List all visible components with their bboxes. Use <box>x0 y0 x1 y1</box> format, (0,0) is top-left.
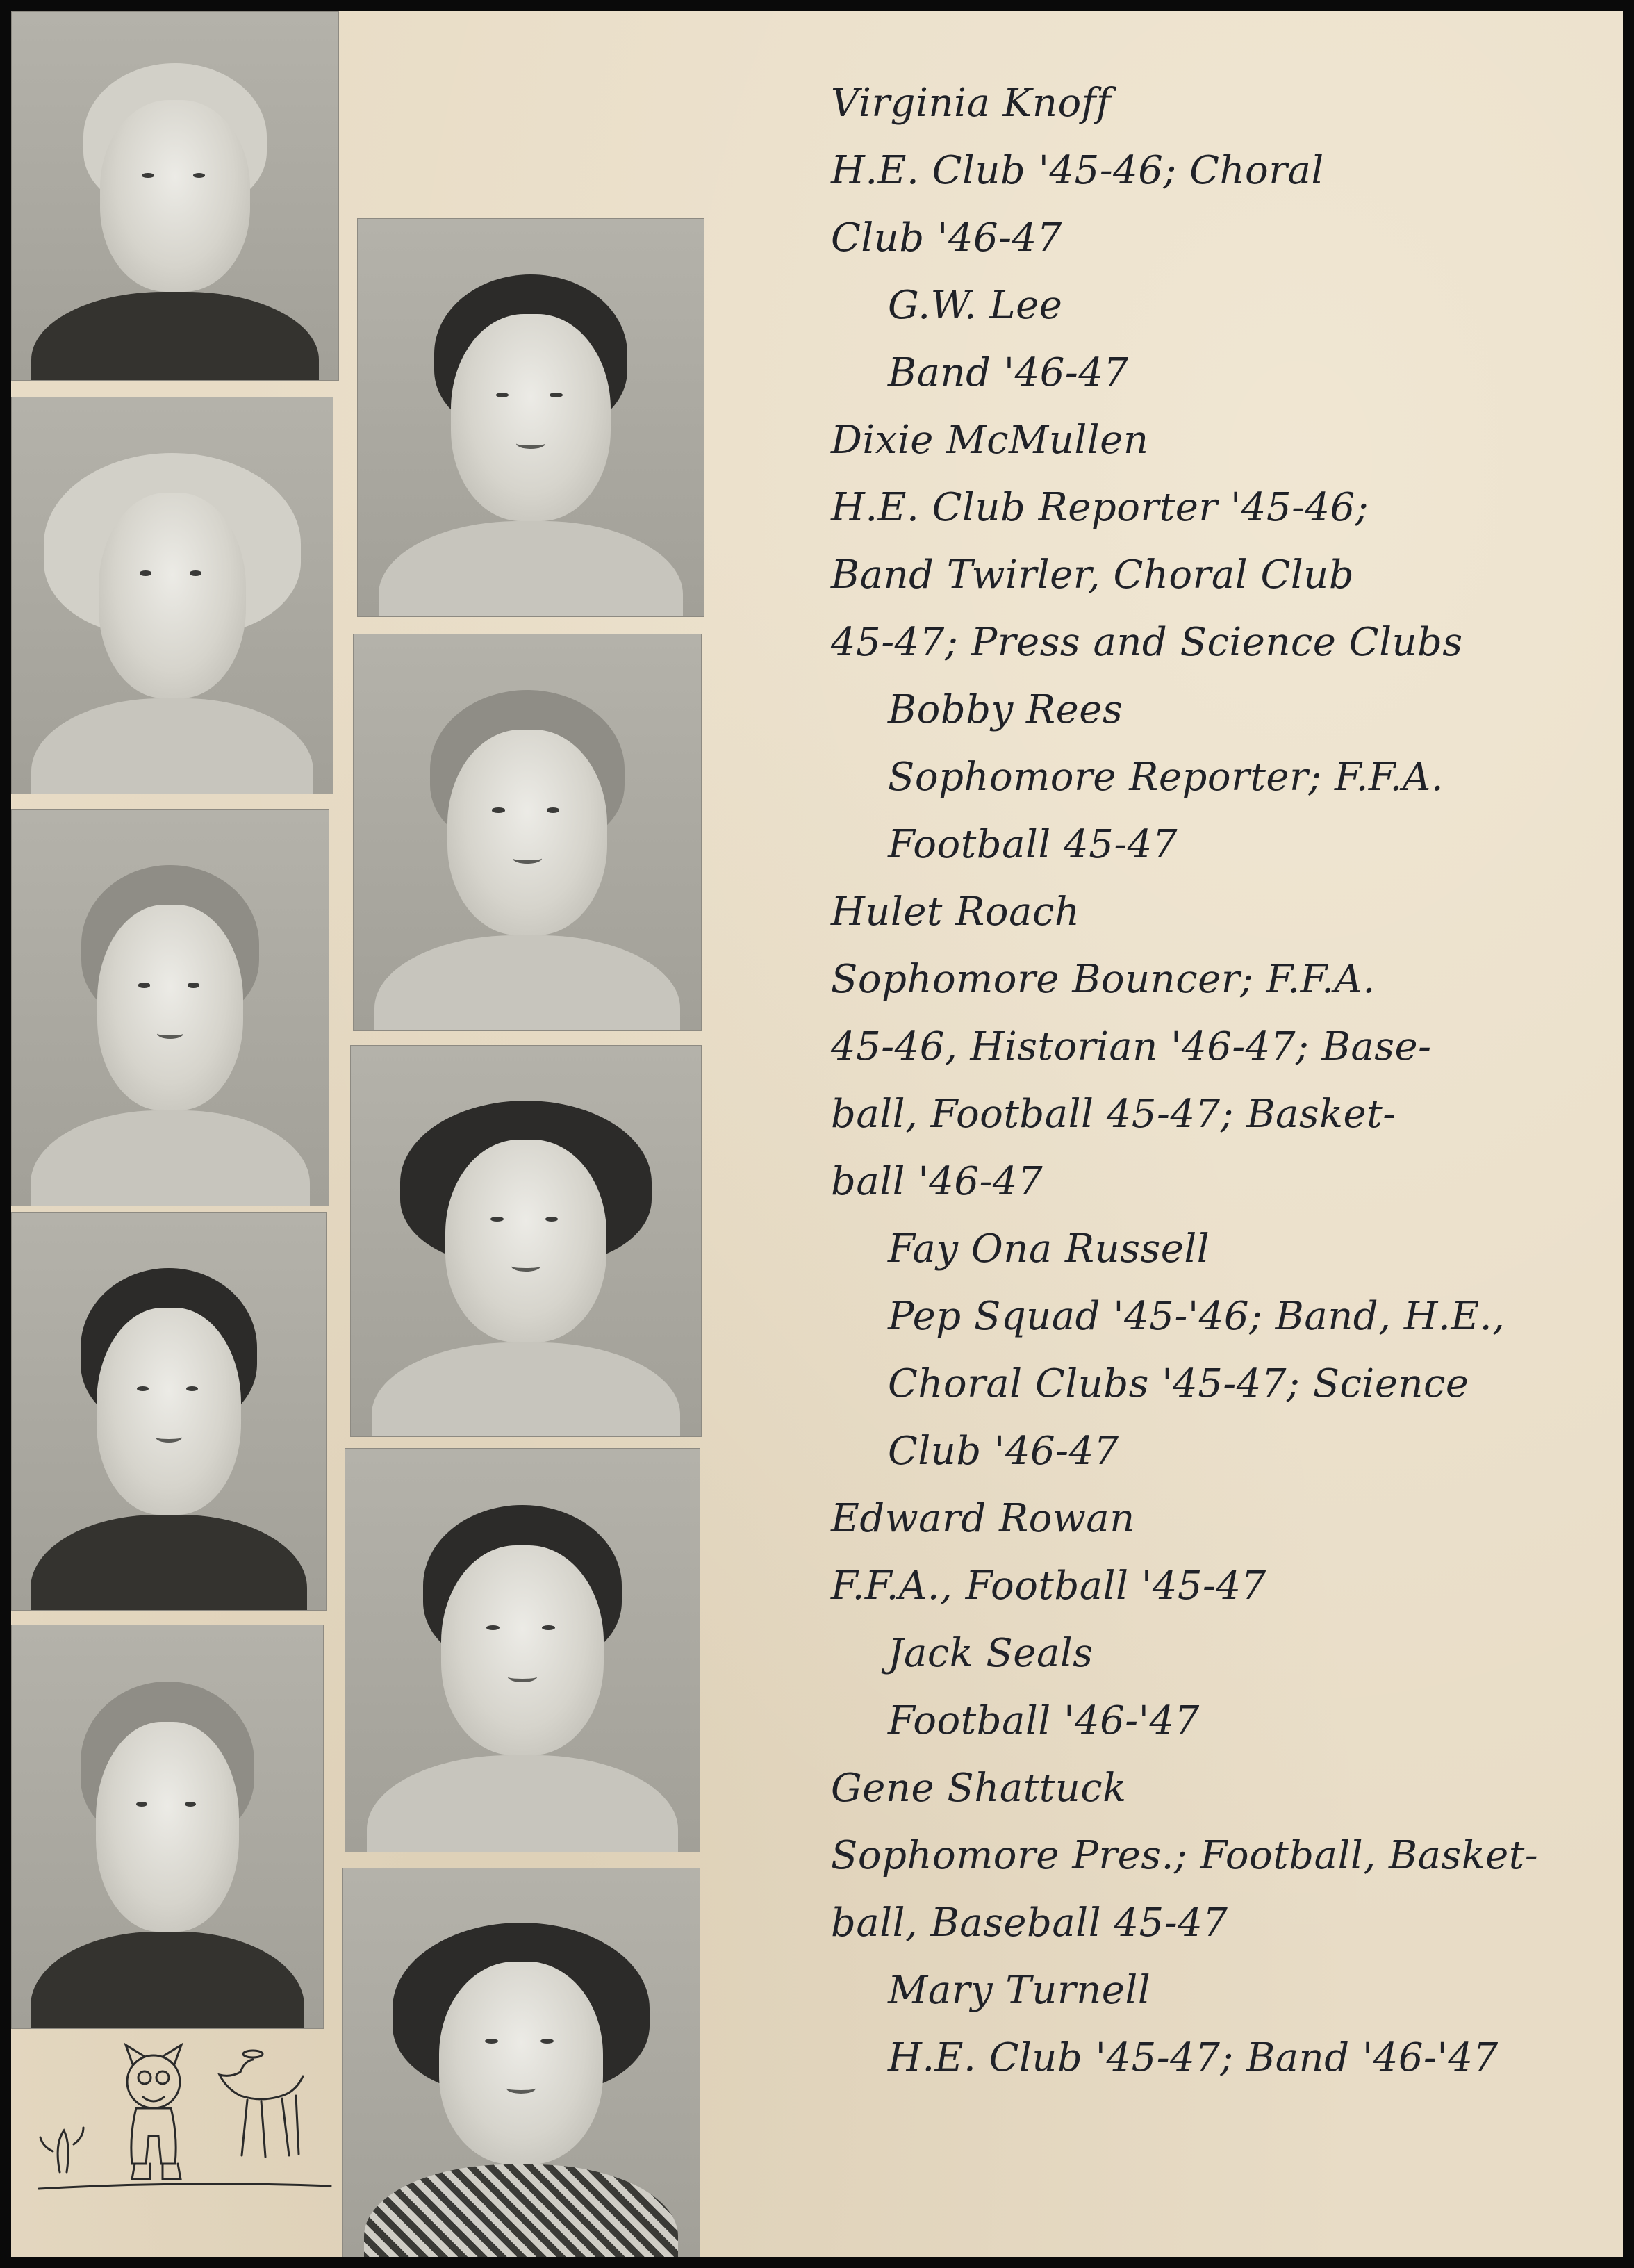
student-name: G.W. Lee <box>888 283 1063 328</box>
portrait-bobby-rees <box>353 634 702 1031</box>
portrait-jack-seals <box>345 1448 700 1852</box>
student-activities: Club '46-47 <box>888 1429 1119 1474</box>
student-activities: Pep Squad '45-'46; Band, H.E., <box>888 1294 1505 1339</box>
student-activities: 45-46, Historian '46-47; Base- <box>831 1024 1432 1069</box>
yearbook-page <box>11 11 1623 2257</box>
student-name: Gene Shattuck <box>831 1766 1127 1811</box>
student-activities: ball '46-47 <box>831 1159 1043 1204</box>
student-activities: Band Twirler, Choral Club <box>831 552 1355 598</box>
portrait-virginia-knoff <box>11 11 339 381</box>
student-activities: H.E. Club Reporter '45-46; <box>831 485 1369 530</box>
student-activities: Sophomore Bouncer; F.F.A. <box>831 957 1376 1002</box>
cartoon-doodle-illustration <box>32 2033 338 2214</box>
portrait-fay-ona-russell <box>350 1045 702 1437</box>
student-captions <box>831 69 1595 2092</box>
student-name: Bobby Rees <box>888 687 1123 732</box>
student-name: Hulet Roach <box>831 889 1080 935</box>
student-activities: Choral Clubs '45-47; Science <box>888 1361 1469 1406</box>
student-activities: ball, Baseball 45-47 <box>831 1900 1228 1946</box>
student-name: Edward Rowan <box>831 1496 1135 1541</box>
student-name: Mary Turnell <box>888 1968 1151 2013</box>
student-activities: Band '46-47 <box>888 350 1129 395</box>
student-name: Fay Ona Russell <box>888 1226 1210 1272</box>
student-activities: Sophomore Pres.; Football, Basket- <box>831 1833 1539 1878</box>
student-activities: Football 45-47 <box>888 822 1178 867</box>
student-activities: Sophomore Reporter; F.F.A. <box>888 755 1444 800</box>
portrait-mary-turnell <box>342 1868 700 2257</box>
student-name: Dixie McMullen <box>831 418 1149 463</box>
portrait-dixie-mcmullen <box>11 397 333 794</box>
student-name: Virginia Knoff <box>831 81 1112 126</box>
portrait-gw-lee <box>357 218 704 617</box>
student-activities: 45-47; Press and Science Clubs <box>831 620 1463 665</box>
student-activities: H.E. Club '45-47; Band '46-'47 <box>888 2035 1499 2080</box>
student-name: Jack Seals <box>888 1631 1094 1676</box>
portrait-edward-rowan <box>11 1212 327 1611</box>
student-activities: F.F.A., Football '45-47 <box>831 1563 1266 1609</box>
portrait-hulet-roach <box>11 809 329 1206</box>
student-activities: ball, Football 45-47; Basket- <box>831 1092 1396 1137</box>
student-activities: Football '46-'47 <box>888 1698 1200 1743</box>
student-activities: H.E. Club '45-46; Choral <box>831 148 1324 193</box>
student-activities: Club '46-47 <box>831 215 1062 261</box>
portrait-gene-shattuck <box>11 1625 324 2029</box>
